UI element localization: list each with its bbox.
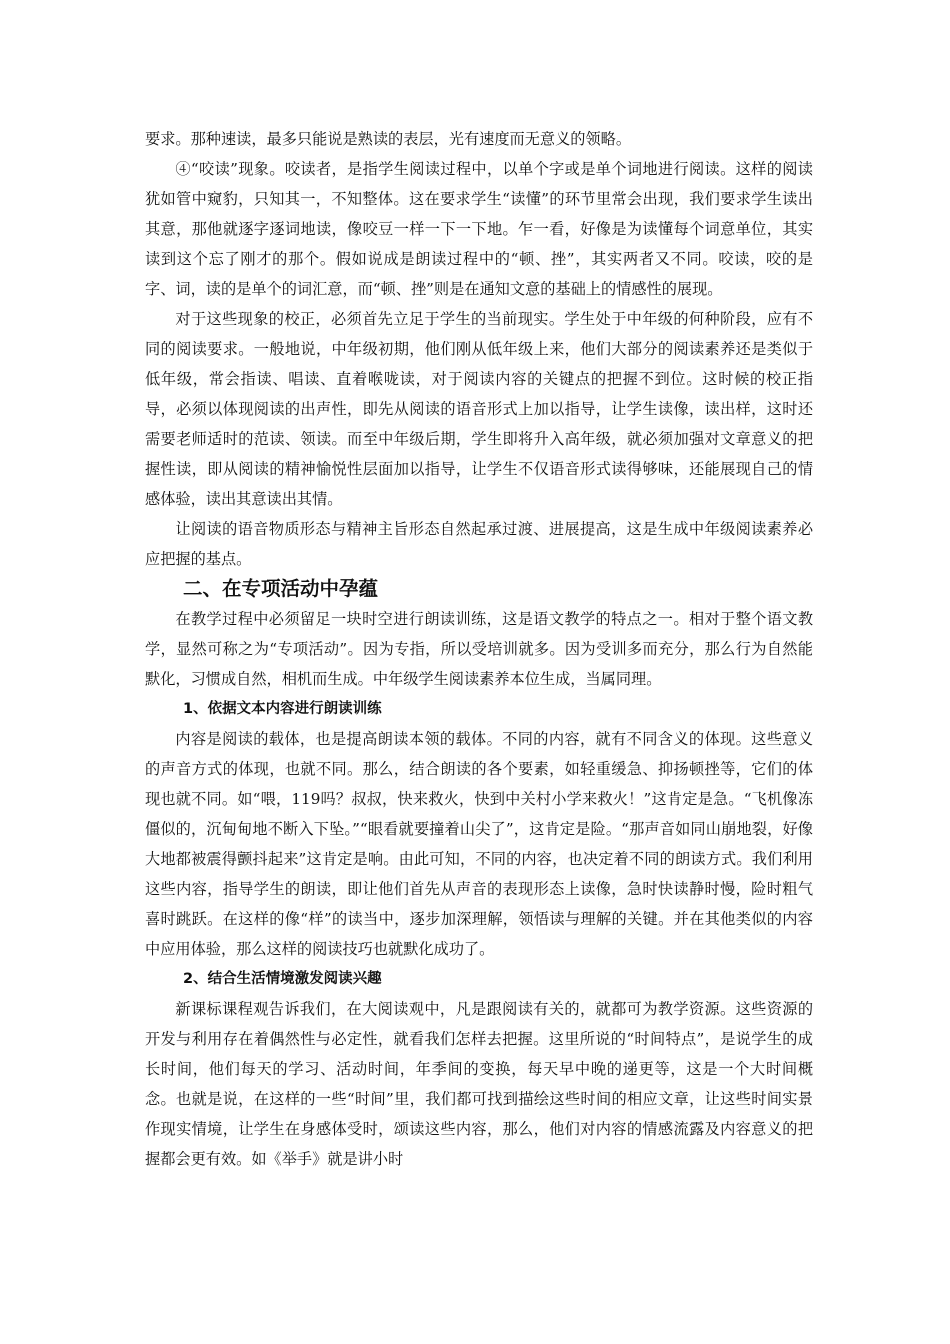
document-page (145, 124, 813, 1174)
paragraph-special-activity: 在教学过程中必须留足一块时空进行朗读训练，这是语文教学的特点之一。相对于整个语文教学，显然可称之为“专项活动”。因为专指，所以受培训就多。因为受训多而充分，那么行为自然能默化，习惯成自然，相机而生成。中年级学生阅读素养本位生成，当属同理。 (145, 610, 813, 688)
subheading-2: 2、结合生活情境激发阅读兴趣 (183, 971, 382, 987)
section-heading-2: 二、在专项活动中孕蕴 (183, 577, 379, 600)
paragraph-text-content: 内容是阅读的载体，也是提高朗读本领的载体。不同的内容，就有不同含义的体现。这些意义的声音方式的体现，也就不同。那么，结合朗读的各个要素，如轻重缓急、抑扬顿挫等，它们的体现也就不同。如“喂，119吗？叔叔，快来救火，快到中关村小学来救火！”这肯定是急。“飞机像冻僵似的，沉甸甸地不断入下坠。”“眼看就要撞着山尖了”，这肯定是险。“那声音如同山崩地裂，好像大地都被震得颤抖起来”这肯定是响。由此可知，不同的内容，也决定着不同的朗读方式。我们利用这些内容，指导学生的朗读，即让他们首先从声音的表现形态上读像，急时快读静时慢，险时粗气喜时跳跃。在这样的像“样”的读当中，逐步加深理解，领悟读与理解的关键。并在其他类似的内容中应用体验，那么这样的阅读技巧也就默化成功了。 (145, 730, 813, 958)
paragraph-correction: 对于这些现象的校正，必须首先立足于学生的当前现实。学生处于中年级的何种阶段，应有不同的阅读要求。一般地说，中年级初期，他们刚从低年级上来，他们大部分的阅读素养还是类似于低年级，常会指读、唱读、直着喉咙读，对于阅读内容的关键点的把握不到位。这时候的校正指导，必须以体现阅读的出声性，即先从阅读的语音形式上加以指导，让学生读像，读出样，这时还需要老师适时的范读、领读。而至中年级后期，学生即将升入高年级，就必须加强对文章意义的把握性读，即从阅读的精神愉悦性层面加以指导，让学生不仅语音形式读得够味，还能展现自己的情感体验，读出其意读出其情。 (145, 310, 813, 508)
subheading-1: 1、依据文本内容进行朗读训练 (183, 701, 382, 717)
paragraph-basis: 让阅读的语音物质形态与精神主旨形态自然起承过渡、进展提高，这是生成中年级阅读素养必应把握的基点。 (145, 520, 813, 568)
paragraph-life-context: 新课标课程观告诉我们，在大阅读观中，凡是跟阅读有关的，就都可为教学资源。这些资源的开发与利用存在着偶然性与必定性，就看我们怎样去把握。这里所说的“时间特点”，是说学生的成长时间，他们每天的学习、活动时间，年季间的变换，每天早中晚的递更等，这是一个大时间概念。也就是说，在这样的一些“时间”里，我们都可找到描绘这些时间的相应文章，让这些时间实景作现实情境，让学生在身感体受时，颂读这些内容，那么，他们对内容的情感流露及内容意义的把握都会更有效。如《举手》就是讲小时 (145, 1000, 813, 1168)
paragraph-bite-reading: ④“咬读”现象。咬读者，是指学生阅读过程中，以单个字或是单个词地进行阅读。这样的阅读犹如管中窥豹，只知其一，不知整体。这在要求学生“读懂”的环节里常会出现，我们要求学生读出其意，那他就逐字逐词地读，像咬豆一样一下一下地。乍一看，好像是为读懂每个词意单位，其实读到这个忘了刚才的那个。假如说成是朗读过程中的“顿、挫”，其实两者又不同。咬读，咬的是字、词，读的是单个的词汇意，而“顿、挫”则是在通知文意的基础上的情感性的展现。 (145, 160, 813, 298)
paragraph-speed-reading-end: 要求。那种速读，最多只能说是熟读的表层，光有速度而无意义的领略。 (145, 130, 631, 148)
